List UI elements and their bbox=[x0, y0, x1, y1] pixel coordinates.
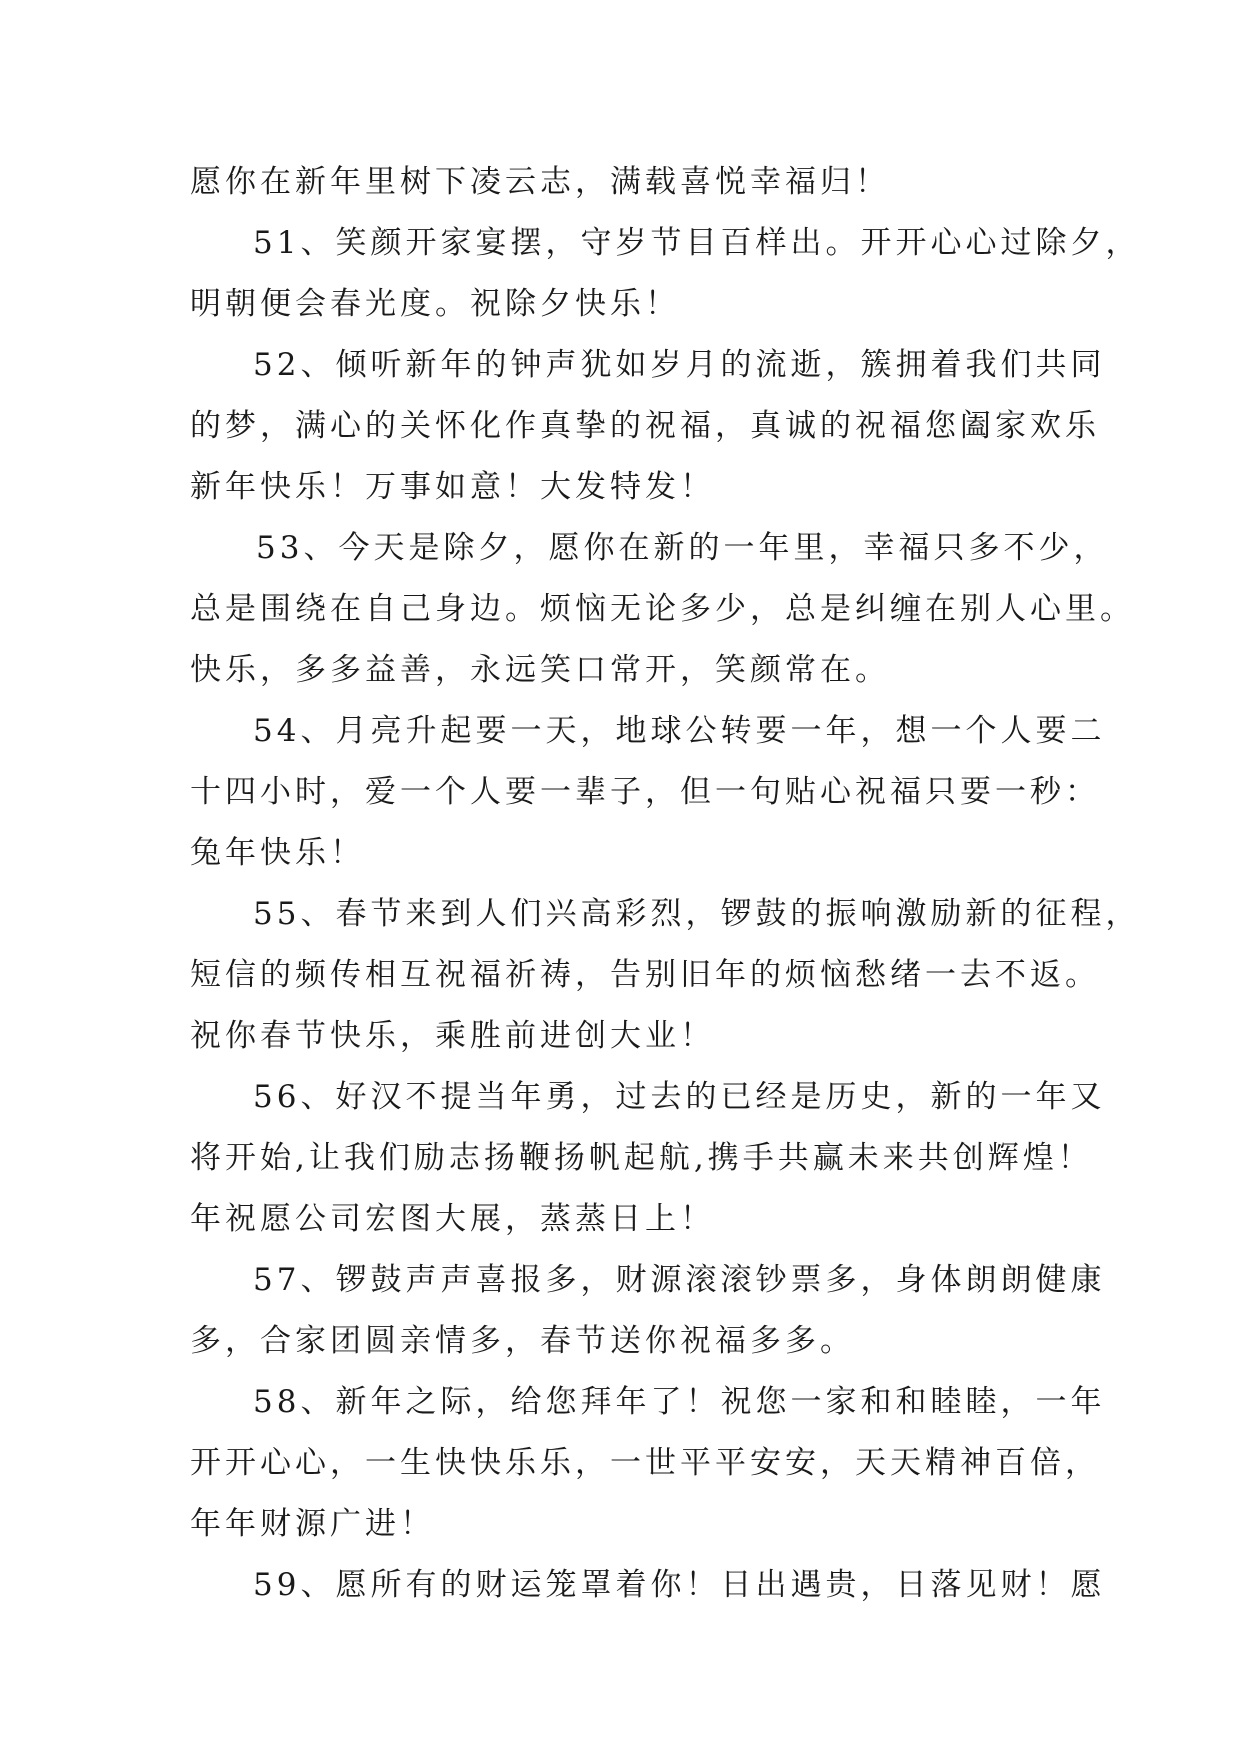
text-line: 年祝愿公司宏图大展，蒸蒸日上！ bbox=[190, 1201, 715, 1237]
paragraph-56-first-line: 56、好汉不提当年勇，过去的已经是历史，新的一年又 bbox=[253, 1079, 1106, 1115]
paragraph-53-first-line: 53、今天是除夕，愿你在新的一年里，幸福只多不少， bbox=[256, 530, 1109, 566]
text-line: 开开心心，一生快快乐乐，一世平平安安，天天精神百倍， bbox=[190, 1445, 1100, 1481]
text-line: 多，合家团圆亲情多，春节送你祝福多多。 bbox=[190, 1323, 855, 1359]
text-line: 将开始,让我们励志扬鞭扬帆起航,携手共赢未来共创辉煌！ bbox=[190, 1140, 1093, 1176]
paragraph-55-first-line: 55、春节来到人们兴高彩烈，锣鼓的振响激励新的征程， bbox=[253, 896, 1141, 932]
text-line: 兔年快乐！ bbox=[190, 835, 365, 871]
text-line: 十四小时，爱一个人要一辈子，但一句贴心祝福只要一秒： bbox=[190, 774, 1100, 810]
paragraph-51-first-line: 51、笑颜开家宴摆，守岁节目百样出。开开心心过除夕， bbox=[253, 225, 1141, 261]
paragraph-57-first-line: 57、锣鼓声声喜报多，财源滚滚钞票多，身体朗朗健康 bbox=[253, 1262, 1106, 1298]
text-line: 快乐，多多益善，永远笑口常开，笑颜常在。 bbox=[190, 652, 890, 688]
text-line: 短信的频传相互祝福祈祷，告别旧年的烦恼愁绪一去不返。 bbox=[190, 957, 1100, 993]
paragraph-54-first-line: 54、月亮升起要一天，地球公转要一年，想一个人要二 bbox=[253, 713, 1106, 749]
paragraph-52-first-line: 52、倾听新年的钟声犹如岁月的流逝，簇拥着我们共同 bbox=[253, 347, 1106, 383]
text-line: 年年财源广进！ bbox=[190, 1506, 435, 1542]
text-line: 愿你在新年里树下凌云志，满载喜悦幸福归！ bbox=[190, 164, 890, 200]
text-line: 祝你春节快乐，乘胜前进创大业！ bbox=[190, 1018, 715, 1054]
text-line: 明朝便会春光度。祝除夕快乐！ bbox=[190, 286, 680, 322]
text-line: 新年快乐！万事如意！大发特发！ bbox=[190, 469, 715, 505]
paragraph-59-first-line: 59、愿所有的财运笼罩着你！日出遇贵，日落见财！愿 bbox=[253, 1567, 1106, 1603]
text-line: 的梦，满心的关怀化作真挚的祝福，真诚的祝福您阖家欢乐 bbox=[190, 408, 1100, 444]
text-line: 总是围绕在自己身边。烦恼无论多少，总是纠缠在别人心里。 bbox=[190, 591, 1135, 627]
document-body bbox=[190, 152, 1141, 1616]
paragraph-58-first-line: 58、新年之际，给您拜年了！祝您一家和和睦睦，一年 bbox=[253, 1384, 1106, 1420]
